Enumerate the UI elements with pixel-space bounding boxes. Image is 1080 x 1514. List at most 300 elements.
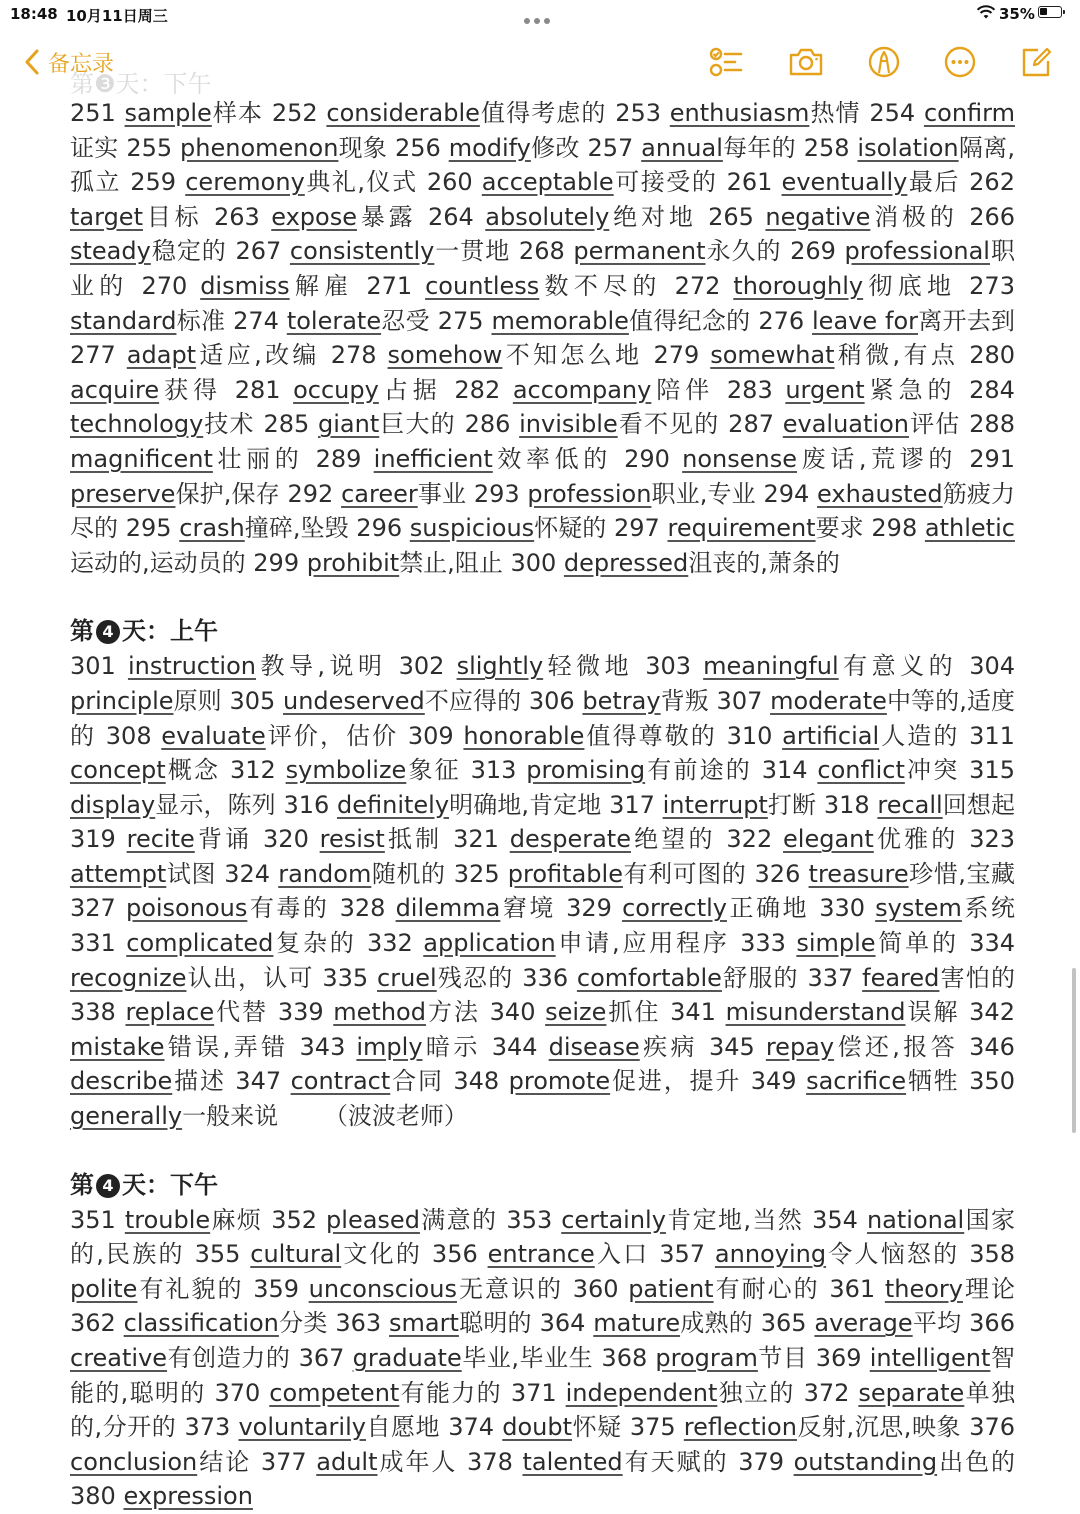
entry-number: 268 <box>518 237 565 266</box>
vocab-entry <box>126 134 387 162</box>
entry-number: 358 <box>969 1240 1016 1269</box>
vocab-entry <box>278 998 480 1026</box>
entry-word-link[interactable]: negative <box>765 202 871 231</box>
entry-word-link[interactable]: entrance <box>487 1240 595 1269</box>
compose-button[interactable] <box>1016 42 1056 82</box>
vocab-paragraph <box>70 649 1015 1133</box>
entry-word-link[interactable]: magnificent <box>70 444 213 473</box>
entry-number: 347 <box>235 1067 282 1096</box>
entry-meaning: 怀疑的 <box>534 514 607 543</box>
vocab-entry <box>438 307 751 335</box>
entry-number: 313 <box>470 756 517 785</box>
entry-number: 295 <box>125 514 172 543</box>
entry-meaning: 节目 <box>757 1344 808 1372</box>
vocab-entry <box>454 376 714 404</box>
entry-word-link[interactable]: slightly <box>456 652 544 681</box>
entry-meaning: 职业,专业 <box>651 479 756 508</box>
vocab-entry <box>70 99 263 127</box>
entry-word-link[interactable]: correctly <box>622 894 727 923</box>
entry-word-link[interactable]: random <box>278 859 372 888</box>
entry-word-link[interactable]: repay <box>765 1032 835 1061</box>
vocab-entry <box>261 1448 458 1476</box>
entry-meaning: 害怕的 <box>939 963 1015 992</box>
entry-meaning: 随机的 <box>371 859 446 888</box>
vocab-entry <box>408 722 717 750</box>
entry-meaning: 窘境 <box>500 894 556 923</box>
vocab-entry <box>829 1275 1015 1303</box>
vocab-entry <box>427 168 718 196</box>
entry-word-link[interactable]: dilemma <box>395 894 501 923</box>
vocab-entry <box>432 1240 649 1268</box>
entry-meaning: 最后 <box>907 168 960 197</box>
entry-word-link[interactable]: adult <box>316 1447 378 1476</box>
entry-meaning: 舒服的 <box>721 963 799 992</box>
entry-number: 369 <box>815 1344 862 1372</box>
entry-meaning: 描述 <box>172 1067 226 1096</box>
entry-number: 337 <box>807 963 854 992</box>
entry-number: 357 <box>659 1240 706 1269</box>
vocab-entry <box>233 307 430 335</box>
entry-word-link[interactable]: display <box>70 790 156 819</box>
entry-word-link[interactable]: expression <box>123 1482 253 1511</box>
entry-word-link[interactable]: modify <box>448 133 531 162</box>
vocab-entry <box>653 341 958 369</box>
entry-word-link[interactable]: treasure <box>808 859 909 888</box>
entry-number: 343 <box>299 1032 346 1061</box>
entry-number: 379 <box>738 1447 784 1476</box>
entry-meaning: 麻烦 <box>210 1205 263 1234</box>
entry-word-link[interactable]: average <box>814 1309 913 1338</box>
entry-word-link[interactable]: inefficient <box>373 444 493 473</box>
entry-meaning: 稍微,有点 <box>834 341 959 370</box>
entry-word-link[interactable]: resist <box>319 825 385 854</box>
vocab-entry <box>738 1448 1015 1476</box>
entry-word-link[interactable]: profitable <box>507 859 623 888</box>
entry-number: 348 <box>453 1067 500 1096</box>
entry-word-link[interactable]: cruel <box>377 963 437 992</box>
entry-word-link[interactable]: contract <box>290 1067 391 1096</box>
entry-word-link[interactable]: target <box>70 202 143 231</box>
entry-meaning: 结论 <box>197 1447 252 1476</box>
entry-word-link[interactable]: conclusion <box>70 1447 198 1476</box>
entry-meaning: 职业的 <box>70 237 1015 300</box>
entry-number: 276 <box>758 306 805 335</box>
entry-number: 331 <box>70 929 116 958</box>
entry-meaning: 肯定地,当然 <box>665 1205 804 1234</box>
entry-meaning: 残忍的 <box>436 963 514 992</box>
entry-word-link[interactable]: separate <box>858 1378 965 1407</box>
entry-meaning: 教导,说明 <box>255 652 387 681</box>
vocab-entry <box>288 480 467 508</box>
entry-word-link[interactable]: consistently <box>289 237 435 266</box>
entry-word-link[interactable]: comfortable <box>576 963 722 992</box>
entry-word-link[interactable]: annoying <box>714 1240 827 1269</box>
entry-word-link[interactable]: permanent <box>573 237 706 266</box>
entry-word-link[interactable]: symbolize <box>285 756 407 785</box>
entry-word-link[interactable]: program <box>655 1344 758 1372</box>
vocab-entry <box>529 687 709 715</box>
vocab-entry <box>70 1482 253 1510</box>
entry-number: 346 <box>969 1032 1015 1061</box>
vocab-entry <box>540 1309 753 1337</box>
entry-number: 279 <box>653 341 700 370</box>
vocab-entry <box>448 1413 621 1441</box>
entry-word-link[interactable]: method <box>333 998 426 1027</box>
entry-word-link[interactable]: theory <box>884 1274 963 1303</box>
entry-number: 305 <box>229 686 276 715</box>
vocab-entry <box>141 272 353 300</box>
entry-word-link[interactable]: thoroughly <box>733 271 864 300</box>
section-heading <box>70 613 1015 649</box>
entry-word-link[interactable]: intelligent <box>869 1344 991 1372</box>
entry-word-link[interactable]: voluntarily <box>238 1413 366 1442</box>
entry-word-link[interactable]: seize <box>545 998 607 1027</box>
entry-word-link[interactable]: cultural <box>250 1240 342 1269</box>
vocab-entry <box>70 341 320 369</box>
entry-word-link[interactable]: steady <box>70 237 151 266</box>
compose-icon <box>1016 42 1056 82</box>
entry-number: 269 <box>790 237 836 266</box>
entry-meaning: 背叛 <box>660 686 709 715</box>
entry-number: 258 <box>803 133 850 162</box>
entry-word-link[interactable]: promising <box>526 756 646 785</box>
entry-word-link[interactable]: system <box>875 894 962 923</box>
vocab-entry <box>522 964 798 992</box>
entry-meaning: 自愿地 <box>365 1413 441 1442</box>
entry-word-link[interactable]: meaningful <box>703 652 839 681</box>
entry-number: 296 <box>356 514 403 543</box>
entry-word-link[interactable]: imply <box>356 1032 423 1061</box>
entry-meaning: 智能的,聪明的 <box>70 1344 1015 1407</box>
vocab-entry <box>70 1309 328 1337</box>
entry-meaning: 明确地,肯定地 <box>449 790 602 819</box>
entry-word-link[interactable]: elegant <box>783 825 874 854</box>
entry-number: 359 <box>253 1274 300 1303</box>
entry-word-link[interactable]: prohibit <box>306 548 400 577</box>
entry-number: 255 <box>126 133 173 162</box>
note-body[interactable] <box>70 96 1015 1514</box>
entry-number: 327 <box>70 894 116 923</box>
entry-word-link[interactable]: sacrifice <box>806 1067 907 1096</box>
entry-word-link[interactable]: graduate <box>352 1344 462 1372</box>
entry-meaning: 一贯地 <box>434 237 511 266</box>
entry-word-link[interactable]: recall <box>877 790 943 819</box>
entry-word-link[interactable]: artificial <box>782 721 880 750</box>
entry-meaning: 独立的 <box>717 1378 795 1407</box>
entry-number: 251 <box>70 99 116 127</box>
entry-meaning: 有意义的 <box>838 652 958 681</box>
entry-word-link[interactable]: ceremony <box>185 168 305 197</box>
entry-meaning: 占据 <box>378 375 442 404</box>
vocab-entry <box>609 791 816 819</box>
entry-word-link[interactable]: adapt <box>126 341 197 370</box>
entry-word-link[interactable]: exhausted <box>817 479 943 508</box>
entry-meaning: 牺牲 <box>906 1067 960 1096</box>
vocab-entry <box>709 1033 958 1061</box>
entry-word-link[interactable]: feared <box>862 963 940 992</box>
entry-word-link[interactable]: dismiss <box>200 271 290 300</box>
entry-meaning: 证实 <box>70 133 119 162</box>
entry-number: 314 <box>761 756 808 785</box>
entry-word-link[interactable]: memorable <box>491 306 629 335</box>
entry-word-link[interactable]: giant <box>318 410 380 439</box>
entry-word-link[interactable]: misunderstand <box>725 998 906 1027</box>
vocab-entry <box>215 1379 502 1407</box>
wifi-icon <box>976 4 996 20</box>
entry-word-link[interactable]: promote <box>508 1067 611 1096</box>
entry-number: 288 <box>969 410 1015 439</box>
entry-word-link[interactable]: generally <box>70 1102 183 1131</box>
entry-word-link[interactable]: disease <box>548 1032 640 1061</box>
entry-word-link[interactable]: recite <box>126 825 195 854</box>
entry-meaning: 毕业,毕业生 <box>461 1344 594 1372</box>
entry-number: 336 <box>522 963 569 992</box>
vocab-entry <box>819 894 1015 922</box>
entry-word-link[interactable]: betray <box>582 686 661 715</box>
entry-meaning: 暴露 <box>356 202 417 231</box>
entry-number: 273 <box>969 271 1015 300</box>
entry-number: 360 <box>572 1274 619 1303</box>
heading-prefix: 第 <box>70 1170 94 1199</box>
entry-word-link[interactable]: phenomenon <box>180 133 339 162</box>
entry-meaning: 陪伴 <box>651 375 715 404</box>
entry-word-link[interactable]: conflict <box>817 756 905 785</box>
entry-meaning: 数不尽的 <box>539 271 662 300</box>
entry-number: 299 <box>253 548 300 577</box>
entry-word-link[interactable]: pleased <box>326 1205 420 1234</box>
entry-word-link[interactable]: acceptable <box>481 168 614 197</box>
entry-word-link[interactable]: nonsense <box>682 444 798 473</box>
entry-word-link[interactable]: definitely <box>336 790 450 819</box>
entry-word-link[interactable]: application <box>423 929 556 958</box>
entry-word-link[interactable]: considerable <box>326 99 480 127</box>
entry-word-link[interactable]: acquire <box>70 375 160 404</box>
entry-number: 263 <box>213 202 260 231</box>
vocab-entry <box>490 998 661 1026</box>
entry-meaning: 有前途的 <box>645 756 752 785</box>
entry-word-link[interactable]: preserve <box>70 479 176 508</box>
entry-word-link[interactable]: describe <box>70 1067 173 1096</box>
entry-number: 280 <box>969 341 1015 370</box>
entry-word-link[interactable]: creative <box>70 1344 168 1372</box>
entry-word-link[interactable]: tolerate <box>286 306 382 335</box>
entry-meaning: 禁止,阻止 <box>399 548 503 577</box>
entry-word-link[interactable]: outstanding <box>793 1447 938 1476</box>
vocab-entry <box>299 1344 594 1372</box>
entry-word-link[interactable]: national <box>866 1205 965 1234</box>
entry-meaning: 技术 <box>203 410 255 439</box>
entry-number: 367 <box>298 1344 345 1372</box>
vocab-entry <box>615 99 860 127</box>
entry-number: 333 <box>740 929 786 958</box>
markup-button[interactable] <box>864 42 904 82</box>
entry-word-link[interactable]: simple <box>796 929 876 958</box>
entry-meaning: 单独的,分开的 <box>70 1378 1015 1442</box>
heading-suffix: 天：上午 <box>122 617 218 646</box>
entry-word-link[interactable]: confirm <box>923 99 1015 127</box>
entry-number: 368 <box>601 1344 648 1372</box>
entry-word-link[interactable]: independent <box>565 1378 718 1407</box>
entry-word-link[interactable]: patient <box>628 1274 714 1303</box>
entry-word-link[interactable]: countless <box>425 271 540 300</box>
entry-word-link[interactable]: smart <box>389 1309 459 1338</box>
scroll-indicator[interactable] <box>1072 968 1076 1133</box>
entry-meaning: 平均 <box>912 1309 962 1338</box>
entry-meaning: 看不见的 <box>617 410 720 439</box>
entry-number: 377 <box>260 1447 307 1476</box>
more-button[interactable] <box>940 42 980 82</box>
entry-meaning: 有毒的 <box>247 894 330 923</box>
entry-number: 285 <box>263 410 310 439</box>
entry-number: 256 <box>395 133 441 162</box>
entry-word-link[interactable]: interrupt <box>662 790 768 819</box>
entry-word-link[interactable]: honorable <box>463 721 585 750</box>
vocab-entry <box>624 445 957 473</box>
vocab-entry <box>630 1413 961 1441</box>
entry-word-link[interactable]: requirement <box>667 514 816 543</box>
entry-word-link[interactable]: sample <box>124 99 212 127</box>
entry-word-link[interactable]: leave for <box>812 306 919 335</box>
entry-meaning: 抵制 <box>384 825 443 854</box>
entry-meaning: 人造的 <box>879 721 960 750</box>
entry-word-link[interactable]: technology <box>70 410 204 439</box>
entry-word-link[interactable]: classification <box>123 1309 279 1338</box>
vocab-entry <box>824 791 1015 819</box>
entry-word-link[interactable]: mistake <box>70 1032 165 1061</box>
entry-word-link[interactable]: replace <box>125 998 215 1027</box>
entry-word-link[interactable]: trouble <box>124 1205 211 1234</box>
vocab-entry <box>758 307 1015 335</box>
vocab-entry <box>587 134 795 162</box>
entry-meaning: 轻微地 <box>543 652 634 681</box>
entry-word-link[interactable]: reflection <box>683 1413 797 1442</box>
status-date: 10月11日周三 <box>66 7 168 25</box>
entry-number: 372 <box>803 1378 850 1407</box>
entry-word-link[interactable]: crash <box>179 514 245 543</box>
entry-number: 315 <box>969 756 1015 785</box>
entry-meaning: 冲突 <box>904 756 960 785</box>
entry-word-link[interactable]: complicated <box>126 929 274 958</box>
status-bar <box>0 0 1080 30</box>
checklist-button[interactable] <box>706 42 746 82</box>
entry-word-link[interactable]: recognize <box>70 963 187 992</box>
entry-word-link[interactable]: annual <box>641 133 723 162</box>
entry-word-link[interactable]: accompany <box>512 375 652 404</box>
vocab-entry <box>510 549 839 577</box>
vocab-entry <box>230 756 461 784</box>
entry-word-link[interactable]: athletic <box>924 514 1015 543</box>
entry-number: 275 <box>437 306 484 335</box>
vocab-entry <box>70 825 252 853</box>
entry-word-link[interactable]: evaluation <box>782 410 909 439</box>
entry-word-link[interactable]: evaluate <box>161 721 266 750</box>
vocab-entry <box>70 1206 262 1234</box>
heading-prefix: 第 <box>70 617 94 646</box>
entry-meaning: 消极的 <box>870 202 958 231</box>
entry-word-link[interactable]: doubt <box>502 1413 573 1442</box>
entry-word-link[interactable]: moderate <box>770 686 887 715</box>
vocab-entry <box>614 514 864 542</box>
entry-word-link[interactable]: career <box>341 479 418 508</box>
entry-word-link[interactable]: absolutely <box>485 202 610 231</box>
vocab-entry <box>506 1206 803 1234</box>
entry-word-link[interactable]: instruction <box>127 652 256 681</box>
entry-word-link[interactable]: poisonous <box>125 894 248 923</box>
entry-word-link[interactable]: invisible <box>519 410 618 439</box>
battery-fill <box>1040 8 1047 15</box>
entry-meaning: 不应得的 <box>424 686 522 715</box>
entry-word-link[interactable]: eventually <box>781 168 908 197</box>
vocab-paragraph <box>70 1203 1015 1514</box>
entry-word-link[interactable]: polite <box>70 1274 138 1303</box>
entry-word-link[interactable]: occupy <box>293 375 379 404</box>
entry-word-link[interactable]: depressed <box>563 548 689 577</box>
entry-word-link[interactable]: undeserved <box>283 686 425 715</box>
entry-number: 287 <box>728 410 774 439</box>
entry-word-link[interactable]: professional <box>844 237 990 266</box>
entry-word-link[interactable]: standard <box>70 306 177 335</box>
entry-meaning: 解雇 <box>289 271 354 300</box>
vocab-entry <box>492 1033 698 1061</box>
entry-word-link[interactable]: somewhat <box>710 341 835 370</box>
multitasking-dots-icon[interactable] <box>524 10 556 20</box>
entry-word-link[interactable]: expose <box>271 202 357 231</box>
vocab-entry <box>474 480 756 508</box>
entry-meaning: 有礼貌的 <box>137 1274 244 1303</box>
entry-number: 380 <box>70 1482 116 1511</box>
entry-number: 282 <box>454 375 501 404</box>
vocab-entry <box>727 168 960 196</box>
entry-number: 351 <box>70 1205 116 1234</box>
vocab-entry <box>659 1240 959 1268</box>
entry-meaning: 合同 <box>390 1067 444 1096</box>
entry-meaning: 有能力的 <box>399 1378 502 1407</box>
entry-number: 307 <box>716 686 763 715</box>
entry-number: 350 <box>969 1067 1015 1096</box>
entry-number: 353 <box>506 1205 553 1234</box>
entry-word-link[interactable]: concept <box>70 756 166 785</box>
entry-word-link[interactable]: mature <box>593 1309 681 1338</box>
entry-word-link[interactable]: urgent <box>785 375 865 404</box>
entry-word-link[interactable]: profession <box>527 479 652 508</box>
entry-number: 267 <box>235 237 282 266</box>
entry-word-link[interactable]: talented <box>522 1447 623 1476</box>
section-heading <box>70 1167 1015 1203</box>
entry-word-link[interactable]: competent <box>269 1378 400 1407</box>
entry-number: 374 <box>448 1413 495 1442</box>
entry-word-link[interactable]: certainly <box>561 1205 666 1234</box>
entry-meaning: 疾病 <box>639 1032 698 1061</box>
entry-word-link[interactable]: somehow <box>387 341 503 370</box>
entry-meaning: 理论 <box>962 1274 1016 1303</box>
entry-word-link[interactable]: attempt <box>70 859 167 888</box>
entry-word-link[interactable]: desperate <box>509 825 631 854</box>
entry-meaning: 绝对地 <box>609 202 697 231</box>
entry-number: 298 <box>871 514 918 543</box>
entry-word-link[interactable]: isolation <box>857 133 959 162</box>
entry-meaning: 值得尊敬的 <box>584 721 717 750</box>
camera-button[interactable] <box>786 42 826 82</box>
entry-number: 370 <box>214 1378 261 1407</box>
entry-word-link[interactable]: principle <box>70 686 174 715</box>
entry-meaning: 分类 <box>278 1309 328 1338</box>
entry-meaning: 离开去到 <box>918 306 1016 335</box>
entry-meaning: 背诵 <box>194 825 253 854</box>
entry-word-link[interactable]: enthusiasm <box>669 99 810 127</box>
entry-word-link[interactable]: unconscious <box>308 1274 457 1303</box>
entry-word-link[interactable]: suspicious <box>409 514 535 543</box>
entry-meaning: 错误,弄错 <box>164 1032 289 1061</box>
